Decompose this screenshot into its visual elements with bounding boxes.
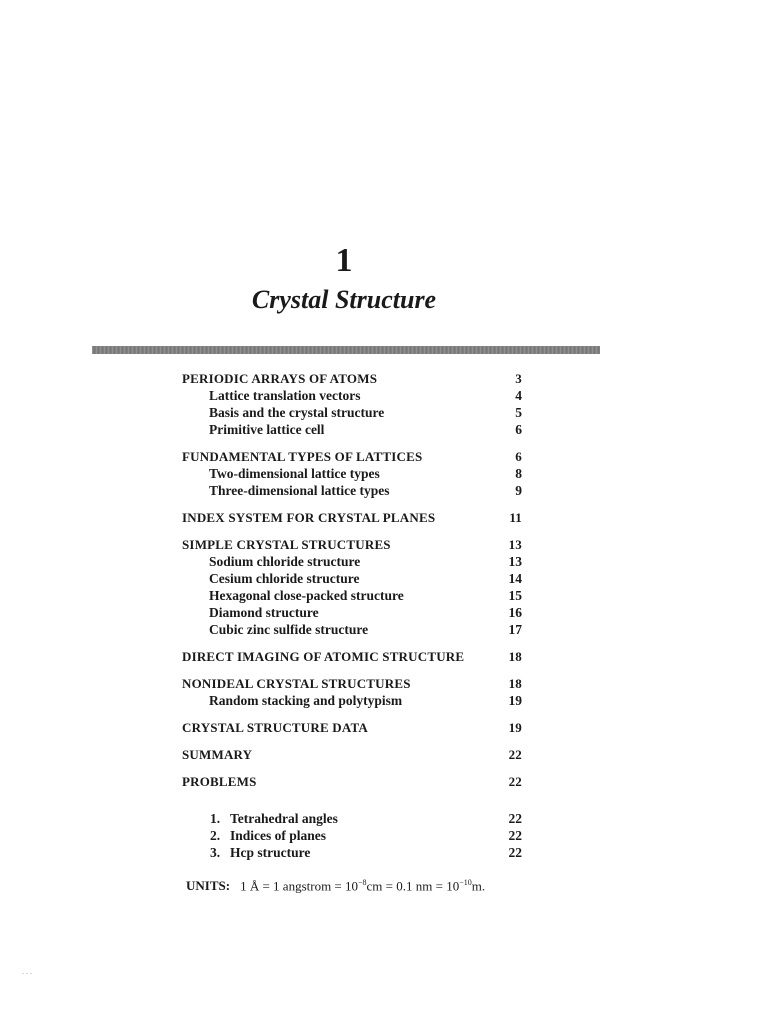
toc-page-number: 5 [515, 405, 522, 420]
toc-page-number: 18 [508, 649, 522, 664]
units-text: m. [471, 878, 486, 894]
toc-page-number: 15 [508, 588, 522, 603]
toc-section [182, 719, 522, 736]
toc-subsection-title: Cubic zinc sulfide structure [209, 622, 369, 637]
toc-section [182, 648, 522, 665]
toc-section-title: CRYSTAL STRUCTURE DATA [182, 720, 368, 735]
toc-subsection-title: Sodium chloride structure [209, 554, 361, 569]
toc-page-number: 19 [508, 720, 522, 735]
toc-section-title: SUMMARY [182, 747, 253, 762]
toc-section [182, 509, 522, 526]
toc-page-number: 22 [508, 774, 522, 789]
toc-subsection-title: Diamond structure [209, 605, 319, 620]
toc-page-number: 22 [508, 811, 522, 826]
toc-page-number: 18 [508, 676, 522, 691]
toc-page-number: 19 [508, 693, 522, 708]
toc-page-number: 22 [508, 828, 522, 843]
units-text: cm = 0.1 nm = 10 [366, 878, 460, 894]
toc-section [182, 536, 522, 553]
toc-page-number: 17 [508, 622, 522, 637]
toc-subsection-title: Primitive lattice cell [209, 422, 325, 437]
toc-problem [182, 827, 522, 844]
toc-page-number: 11 [509, 510, 522, 525]
toc-subsection [182, 570, 522, 587]
toc-section-title: SIMPLE CRYSTAL STRUCTURES [182, 537, 391, 552]
toc-page-number: 13 [508, 537, 522, 552]
toc-page-number: 3 [515, 371, 522, 386]
problem-number: 2. [210, 828, 221, 843]
units-note [186, 878, 485, 894]
toc-subsection [182, 387, 522, 404]
toc-subsection-title: Three-dimensional lattice types [209, 483, 390, 498]
toc-subsection [182, 404, 522, 421]
toc-subsection [182, 421, 522, 438]
problem-title: Hcp structure [230, 845, 311, 860]
table-of-contents [182, 370, 522, 861]
units-exponent: −10 [459, 878, 472, 887]
toc-section-title: NONIDEAL CRYSTAL STRUCTURES [182, 676, 411, 691]
toc-page-number: 6 [515, 449, 522, 464]
toc-section-title: PERIODIC ARRAYS OF ATOMS [182, 371, 378, 386]
toc-page-number: 8 [515, 466, 522, 481]
units-label: UNITS: [186, 878, 231, 894]
toc-subsection-title: Cesium chloride structure [209, 571, 360, 586]
toc-subsection [182, 465, 522, 482]
toc-section [182, 370, 522, 387]
chapter-title: Crystal Structure [251, 285, 437, 314]
toc-subsection-title: Lattice translation vectors [209, 388, 361, 403]
toc-problem [182, 844, 522, 861]
toc-section [182, 675, 522, 692]
toc-page-number: 16 [508, 605, 522, 620]
toc-page-number: 4 [515, 388, 522, 403]
toc-page-number: 13 [508, 554, 522, 569]
toc-section-title: PROBLEMS [182, 774, 257, 789]
toc-section [182, 746, 522, 763]
toc-subsection [182, 553, 522, 570]
problem-title: Tetrahedral angles [230, 811, 338, 826]
toc-problem [182, 810, 522, 827]
problem-title: Indices of planes [230, 828, 327, 843]
toc-section [182, 773, 522, 790]
toc-subsection-title: Random stacking and polytypism [209, 693, 403, 708]
toc-subsection [182, 692, 522, 709]
decorative-rule [92, 346, 600, 354]
toc-subsection [182, 482, 522, 499]
toc-subsection [182, 587, 522, 604]
toc-page-number: 22 [508, 845, 522, 860]
chapter-number: 1 [335, 242, 353, 279]
toc-page-number: 22 [508, 747, 522, 762]
problem-number: 3. [210, 845, 221, 860]
toc-subsection-title: Two-dimensional lattice types [209, 466, 380, 481]
scan-artifact: - - - [22, 970, 32, 977]
units-text: 1 Å = 1 angstrom = 10 [240, 878, 359, 894]
toc-subsection-title: Basis and the crystal structure [209, 405, 385, 420]
toc-subsection-title: Hexagonal close-packed structure [209, 588, 404, 603]
toc-section-title: INDEX SYSTEM FOR CRYSTAL PLANES [182, 510, 436, 525]
toc-subsection [182, 604, 522, 621]
toc-section [182, 448, 522, 465]
toc-section-title: DIRECT IMAGING OF ATOMIC STRUCTURE [182, 649, 465, 664]
units-exponent: −8 [358, 878, 367, 887]
toc-subsection [182, 621, 522, 638]
toc-page-number: 14 [508, 571, 522, 586]
toc-page-number: 6 [515, 422, 522, 437]
toc-section-title: FUNDAMENTAL TYPES OF LATTICES [182, 449, 423, 464]
toc-page-number: 9 [515, 483, 522, 498]
problem-number: 1. [210, 811, 221, 826]
